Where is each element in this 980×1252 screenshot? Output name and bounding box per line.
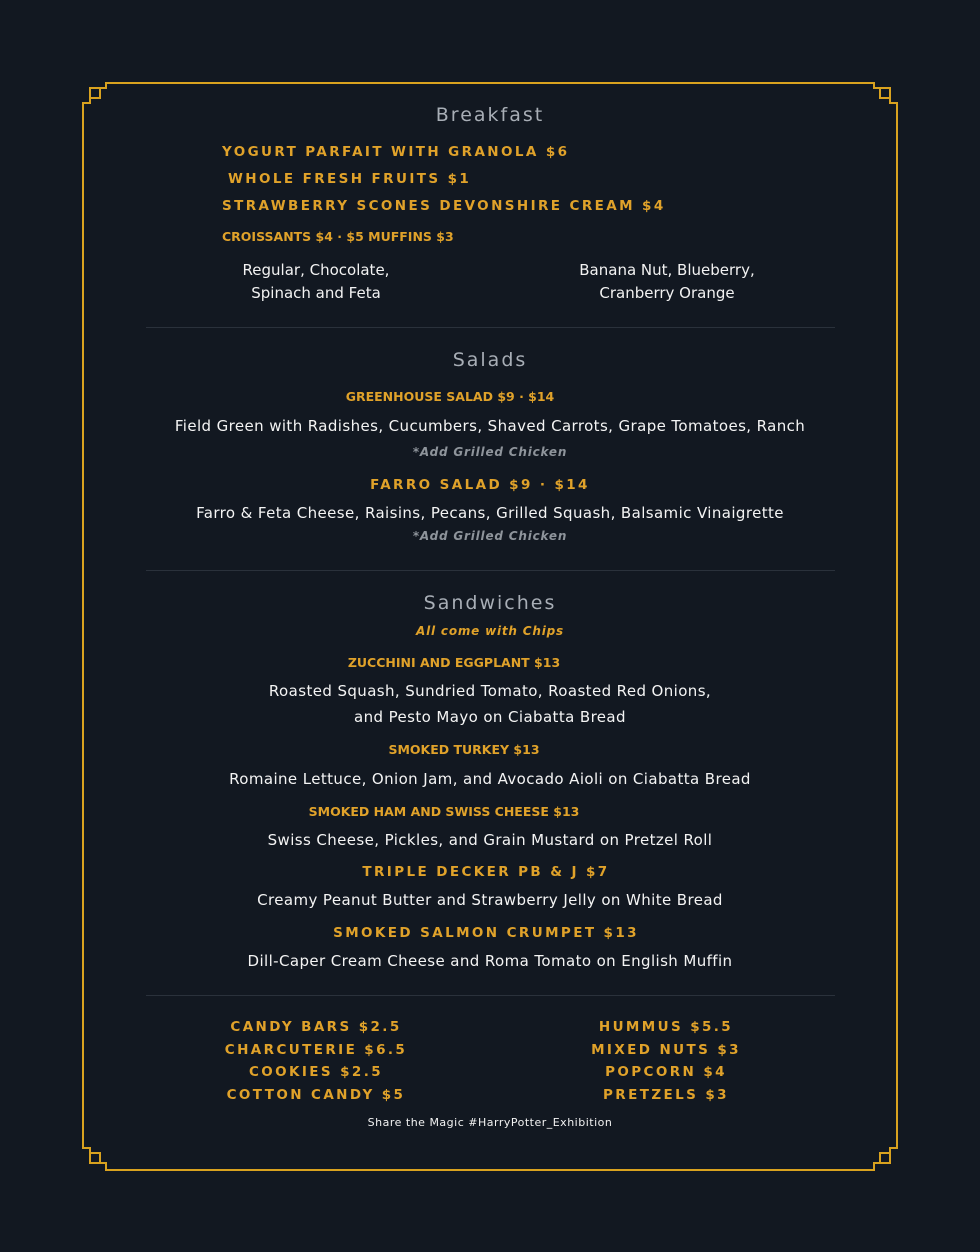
salads-title: Salads <box>452 349 528 371</box>
salad-name: GREENHOUSE SALAD $9 · $14 <box>345 389 555 404</box>
snack-item: HUMMUS $5.5 <box>598 1019 734 1035</box>
salad-name: FARRO SALAD $9 · $14 <box>370 477 590 493</box>
salad-description: Field Green with Radishes, Cucumbers, Shaved Carrots, Grape Tomatoes, Ranch <box>174 417 806 435</box>
flavor-line: Cranberry Orange <box>599 284 735 302</box>
salad-note: *Add Grilled Chicken <box>412 445 568 459</box>
breakfast-title: Breakfast <box>435 104 545 126</box>
flavor-line: Regular, Chocolate, <box>242 261 390 279</box>
flavor-line: Banana Nut, Blueberry, <box>579 261 755 279</box>
sandwich-description: Dill-Caper Cream Cheese and Roma Tomato on English Muffin <box>247 952 733 970</box>
snack-item: CANDY BARS $2.5 <box>230 1019 402 1035</box>
flavor-line: Spinach and Feta <box>251 284 381 302</box>
sandwich-name: TRIPLE DECKER PB & J $7 <box>362 864 610 880</box>
sandwich-name: ZUCCHINI AND EGGPLANT $13 <box>347 655 561 670</box>
breakfast-item: STRAWBERRY SCONES DEVONSHIRE CREAM $4 <box>222 198 666 214</box>
snacks-right <box>546 1016 786 1106</box>
snack-item: PRETZELS $3 <box>603 1086 729 1103</box>
snacks-left <box>196 1016 436 1106</box>
sandwich-description: Romaine Lettuce, Onion Jam, and Avocado Aioli on Ciabatta Bread <box>229 770 751 788</box>
footer-hashtag: Share the Magic #HarryPotter_Exhibition <box>367 1116 613 1129</box>
section-divider <box>146 570 835 571</box>
section-divider <box>146 995 835 996</box>
salad-description: Farro & Feta Cheese, Raisins, Pecans, Grilled Squash, Balsamic Vinaigrette <box>196 504 784 522</box>
sandwich-name: SMOKED TURKEY $13 <box>388 742 540 757</box>
sandwiches-title: Sandwiches <box>423 592 557 614</box>
sandwich-description: Roasted Squash, Sundried Tomato, Roasted Red Onions, <box>268 682 712 700</box>
croissant-flavors <box>216 259 416 305</box>
breakfast-item: YOGURT PARFAIT WITH GRANOLA $6 <box>222 144 570 160</box>
sandwich-description: Creamy Peanut Butter and Strawberry Jelly on White Bread <box>257 891 723 909</box>
section-divider <box>146 327 835 328</box>
snack-item: CHARCUTERIE $6.5 <box>224 1041 408 1058</box>
snack-item: COOKIES $2.5 <box>248 1064 384 1081</box>
sandwich-description: Swiss Cheese, Pickles, and Grain Mustard on Pretzel Roll <box>267 831 713 849</box>
snack-item: MIXED NUTS $3 <box>591 1041 741 1058</box>
salad-note: *Add Grilled Chicken <box>412 529 568 543</box>
snack-item: POPCORN $4 <box>605 1064 727 1081</box>
muffin-flavors <box>557 259 777 305</box>
breakfast-item: WHOLE FRESH FRUITS $1 <box>228 171 472 187</box>
sandwiches-subtitle: All come with Chips <box>416 624 564 638</box>
snack-item: COTTON CANDY $5 <box>226 1086 406 1103</box>
breakfast-item: CROISSANTS $4 · $5 MUFFINS $3 <box>222 229 454 244</box>
sandwich-name: SMOKED SALMON CRUMPET $13 <box>333 925 639 941</box>
sandwich-name: SMOKED HAM AND SWISS CHEESE $13 <box>308 804 580 819</box>
sandwich-description: and Pesto Mayo on Ciabatta Bread <box>354 708 626 726</box>
